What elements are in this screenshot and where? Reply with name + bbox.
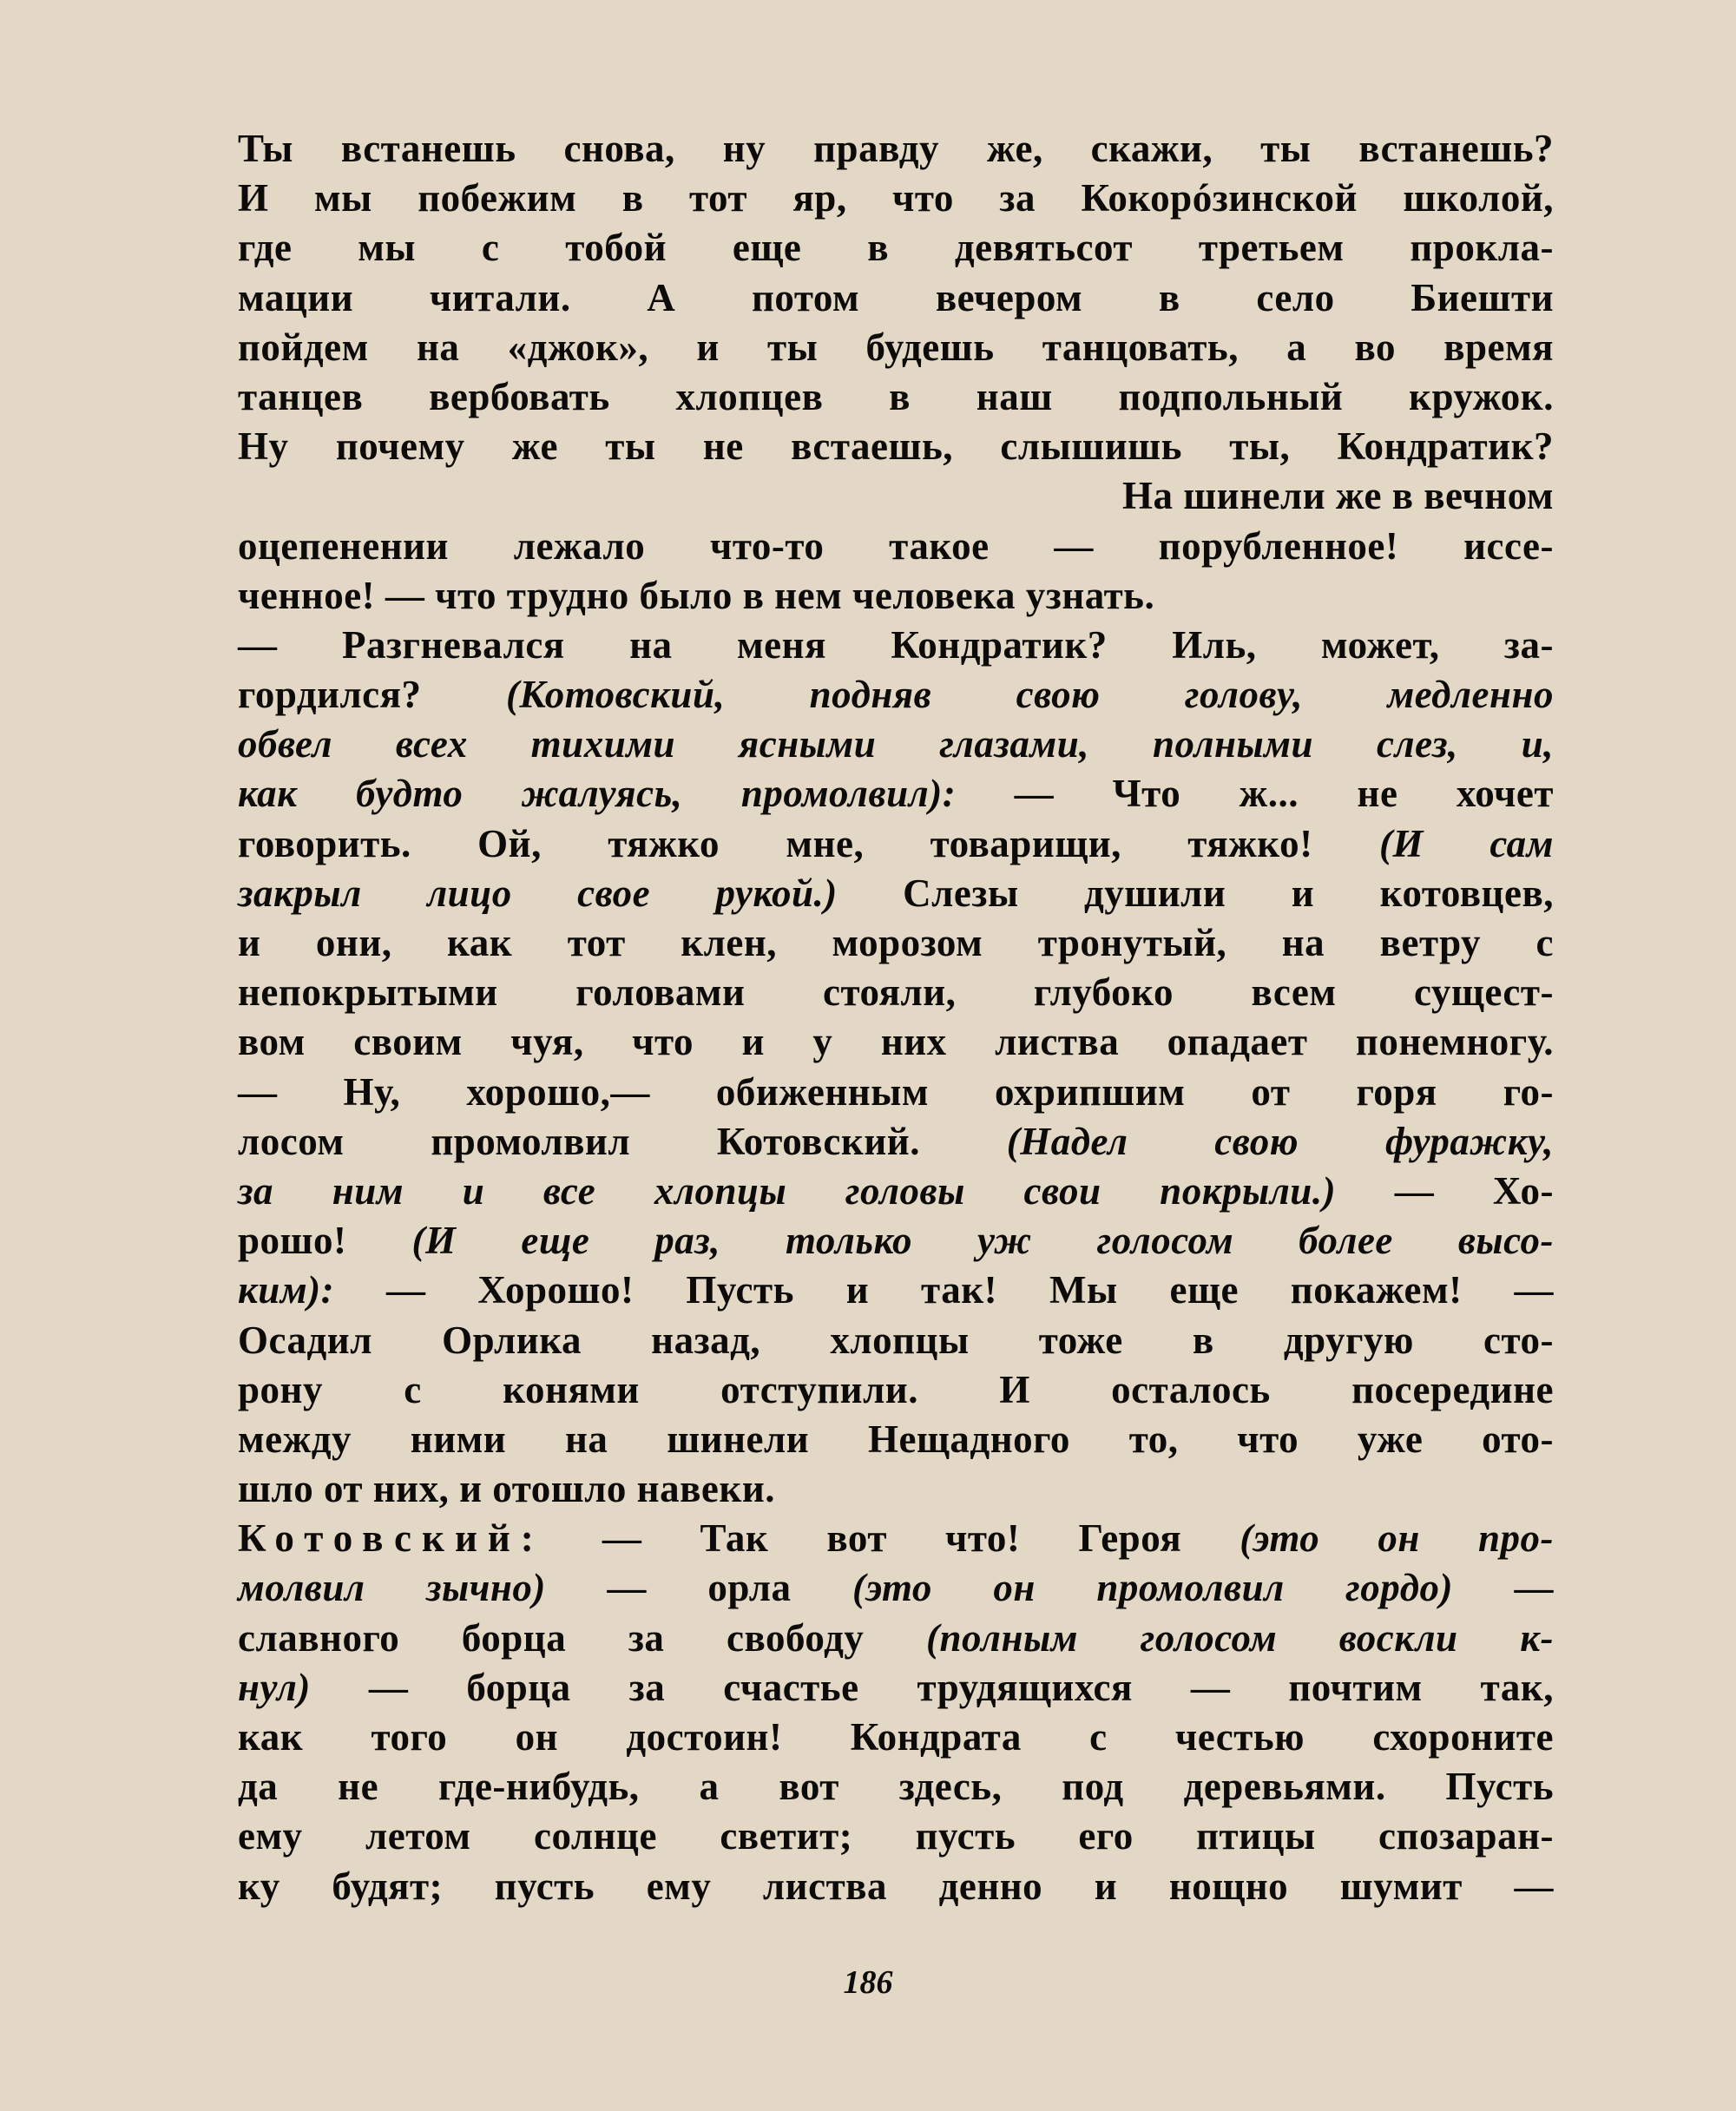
speaker-name: Котовский:: [238, 1516, 544, 1561]
line-text: мации читали. А потом вечером в село Биешти: [238, 275, 1554, 319]
text-line: [238, 1068, 1554, 1117]
text-line: [238, 174, 1554, 223]
line-text: шло от них, и отошло навеки.: [238, 1467, 775, 1511]
stage-direction: (И сам: [1379, 821, 1555, 865]
text-line: [238, 1514, 1554, 1563]
stage-direction: закрыл лицо свое рукой.): [238, 871, 838, 915]
text-line: [238, 223, 1554, 273]
text-line: [238, 918, 1554, 968]
text-line: [238, 670, 1554, 720]
text-line: [238, 1812, 1554, 1861]
line-text: ему летом солнце светит; пусть его птицы спозаран-: [238, 1814, 1554, 1858]
line-text: ку будят; пусть ему листва денно и нощно шумит —: [238, 1864, 1554, 1908]
line-text: танцев вербовать хлопцев в наш подпольный кружок.: [238, 374, 1554, 418]
line-text: и они, как тот клен, морозом тронутый, на ветру с: [238, 921, 1554, 964]
line-text: —: [1453, 1566, 1554, 1610]
stage-direction: (это он промолвил гордо): [852, 1566, 1454, 1610]
text-line: [238, 372, 1554, 422]
text-line: [238, 1762, 1554, 1812]
text-line: [238, 1862, 1554, 1911]
line-text: — Ну, хорошо,— обиженным охрипшим от горя го-: [238, 1069, 1554, 1114]
text-line: [238, 522, 1554, 571]
stage-direction: нул): [238, 1665, 311, 1709]
text-line: [238, 720, 1554, 769]
text-line: [238, 1266, 1554, 1315]
line-text: где мы с тобой еще в девятьсот третьем прокла-: [238, 226, 1554, 270]
text-line: [238, 422, 1554, 471]
text-line: [238, 1464, 1554, 1514]
text-line: [238, 1117, 1554, 1167]
stage-direction: (это он про-: [1240, 1516, 1554, 1561]
line-text: — орла: [545, 1566, 852, 1610]
text-line: [238, 273, 1554, 323]
text-line: [238, 769, 1554, 819]
line-text: оцепенении лежало что-то такое — порубленное! иссе-: [238, 523, 1554, 568]
text-line: [238, 1415, 1554, 1464]
line-text: И мы побежим в тот яр, что за Кокорóзинской школой,: [238, 176, 1554, 220]
line-text: — Что ж... не хочет: [956, 772, 1554, 816]
line-text: Осадил Орлика назад, хлопцы тоже в другую сто-: [238, 1318, 1554, 1362]
line-text: гордился?: [238, 673, 506, 717]
line-text: славного борца за свободу: [238, 1615, 926, 1660]
line-text: — Хо-: [1336, 1168, 1554, 1213]
stage-direction: обвел всех тихими ясными глазами, полными слез, и,: [238, 722, 1554, 766]
text-line: [238, 1316, 1554, 1365]
text-line: [238, 869, 1554, 918]
line-text: рону с конями отступили. И осталось посередине: [238, 1367, 1554, 1411]
stage-direction: (полным голосом воскли к-: [925, 1615, 1554, 1660]
text-line: [238, 1614, 1554, 1663]
text-line: [238, 1365, 1554, 1415]
text-line: [238, 571, 1554, 621]
text-line: [238, 1663, 1554, 1713]
text-line: [238, 471, 1554, 521]
line-text: — Хорошо! Пусть и так! Мы еще покажем! —: [334, 1268, 1554, 1312]
line-text: пойдем на «джок», и ты будешь танцовать, а во время: [238, 325, 1554, 369]
text-line: [238, 124, 1554, 174]
text-line: [238, 968, 1554, 1017]
text-line: [238, 1167, 1554, 1216]
text-line: [238, 621, 1554, 670]
line-text: говорить. Ой, тяжко мне, товарищи, тяжко!: [238, 821, 1379, 865]
page-number: 186: [843, 1964, 893, 2001]
text-line: [238, 1216, 1554, 1266]
stage-direction: (Котовский, подняв свою голову, медленно: [505, 673, 1554, 717]
stage-direction: как будто жалуясь, промолвил):: [238, 772, 957, 816]
line-text: да не где-нибудь, а вот здесь, под деревьями. Пусть: [238, 1765, 1554, 1809]
text-line: [238, 323, 1554, 372]
line-text: — борца за счастье трудящихся — почтим так,: [310, 1665, 1554, 1709]
stage-direction: молвил зычно): [238, 1566, 546, 1610]
line-text: На шинели же в вечном: [1121, 474, 1554, 518]
stage-direction: (И еще раз, только уж голосом более высо-: [411, 1219, 1554, 1263]
line-text: Ты встанешь снова, ну правду же, скажи, ты встанешь?: [238, 127, 1554, 170]
line-text: рошо!: [238, 1219, 412, 1263]
line-text: вом своим чуя, что и у них листва опадает понемногу.: [238, 1020, 1554, 1064]
stage-direction: (Надел свою фуражку,: [1006, 1119, 1555, 1163]
text-line: [238, 1713, 1554, 1762]
text-line: [238, 1563, 1554, 1613]
line-text: непокрытыми головами стояли, глубоко всем сущест-: [238, 970, 1554, 1015]
line-text: лосом промолвил Котовский.: [238, 1119, 1007, 1163]
line-text: как того он достоин! Кондрата с честью схороните: [238, 1715, 1554, 1759]
line-text: между ними на шинели Нещадного то, что уже ото-: [238, 1417, 1554, 1461]
line-text: — Так вот что! Героя: [543, 1516, 1240, 1561]
line-text: Ну почему же ты не встаешь, слышишь ты, Кондратик?: [238, 424, 1554, 469]
stage-direction: за ним и все хлопцы головы свои покрыли.): [238, 1168, 1337, 1213]
stage-direction: ким):: [238, 1268, 335, 1312]
text-line: [238, 1017, 1554, 1067]
line-text: Слезы душили и котовцев,: [837, 871, 1554, 915]
line-text: — Разгневался на меня Кондратик? Иль, может, за-: [238, 622, 1554, 667]
page-body: [238, 124, 1554, 1911]
text-line: [238, 819, 1554, 869]
line-text: ченное! — что трудно было в нем человека узнать.: [238, 573, 1155, 617]
